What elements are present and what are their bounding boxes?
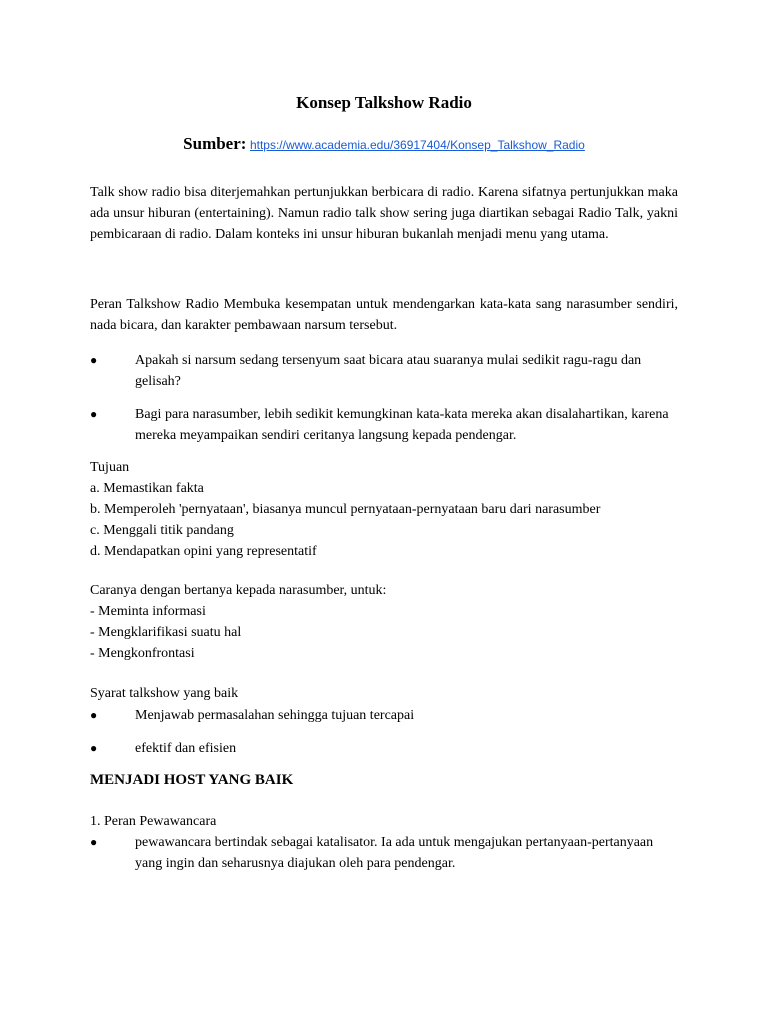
goals-heading: Tujuan <box>90 460 130 475</box>
requirements-heading <box>90 683 678 704</box>
role-bullet <box>90 404 678 446</box>
bullet-text: Apakah si narsum sedang tersenyum saat bicara atau suaranya mulai sedikit ragu-ragu dan gelisah? <box>135 353 642 389</box>
requirements-heading-text: Syarat talkshow yang baik <box>90 686 239 701</box>
requirement-bullet <box>90 738 678 759</box>
host-heading: MENJADI HOST YANG BAIK <box>90 772 294 788</box>
bullet-icon: ● <box>90 407 98 421</box>
bullet-text: Bagi para narasumber, lebih sedikit kemungkinan kata-kata mereka akan disalahartikan, karena mereka meyampaikan sendiri ceritanya langsung kepada pendengar. <box>135 407 669 443</box>
source-link[interactable]: https://www.academia.edu/36917404/Konsep_Talkshow_Radio <box>249 138 585 152</box>
method-heading: Caranya dengan bertanya kepada narasumber, untuk: <box>90 583 387 598</box>
bullet-icon: ● <box>90 835 98 849</box>
role-bullet <box>90 350 678 392</box>
method-item: - Meminta informasi <box>90 604 206 619</box>
goal-item: b. Memperoleh 'pernyataan', biasanya muncul pernyataan-pernyataan baru dari narasumber <box>90 502 601 517</box>
document-title: Konsep Talkshow Radio <box>296 93 472 112</box>
bullet-icon: ● <box>90 708 98 722</box>
bullet-text: Menjawab permasalahan sehingga tujuan tercapai <box>135 708 415 723</box>
source-line <box>0 133 768 157</box>
goals-section <box>90 457 678 562</box>
bullet-icon: ● <box>90 741 98 755</box>
goal-item: a. Memastikan fakta <box>90 481 204 496</box>
source-label: Sumber: <box>183 134 247 153</box>
method-section <box>90 580 678 664</box>
goal-item: c. Menggali titik pandang <box>90 523 234 538</box>
requirement-bullet <box>90 705 678 726</box>
bullet-text: efektif dan efisien <box>135 741 237 756</box>
interviewer-heading-text: 1. Peran Pewawancara <box>90 814 217 829</box>
role-paragraph: Peran Talkshow Radio Membuka kesempatan untuk mendengarkan kata-kata sang narasumber sendiri, nada bicara, dan karakter pembawaan narsum tersebut. <box>90 297 678 333</box>
bullet-icon: ● <box>90 353 98 367</box>
interviewer-bullet <box>90 832 678 874</box>
method-item: - Mengklarifikasi suatu hal <box>90 625 242 640</box>
method-item: - Mengkonfrontasi <box>90 646 195 661</box>
intro-paragraph: Talk show radio bisa diterjemahkan pertunjukkan berbicara di radio. Karena sifatnya pertunjukkan maka ada unsur hiburan (entertaining). Namun radio talk show sering juga diartikan sebagai Radio Talk, yakni pembicaraan di radio. Dalam konteks ini unsur hiburan bukanlah menjadi menu yang utama. <box>90 185 678 242</box>
bullet-text: pewawancara bertindak sebagai katalisator. Ia ada untuk mengajukan pertanyaan-pertanyaan yang ingin dan seharusnya diajukan oleh para pendengar. <box>135 835 654 871</box>
interviewer-heading <box>90 811 678 832</box>
goal-item: d. Mendapatkan opini yang representatif <box>90 544 317 559</box>
